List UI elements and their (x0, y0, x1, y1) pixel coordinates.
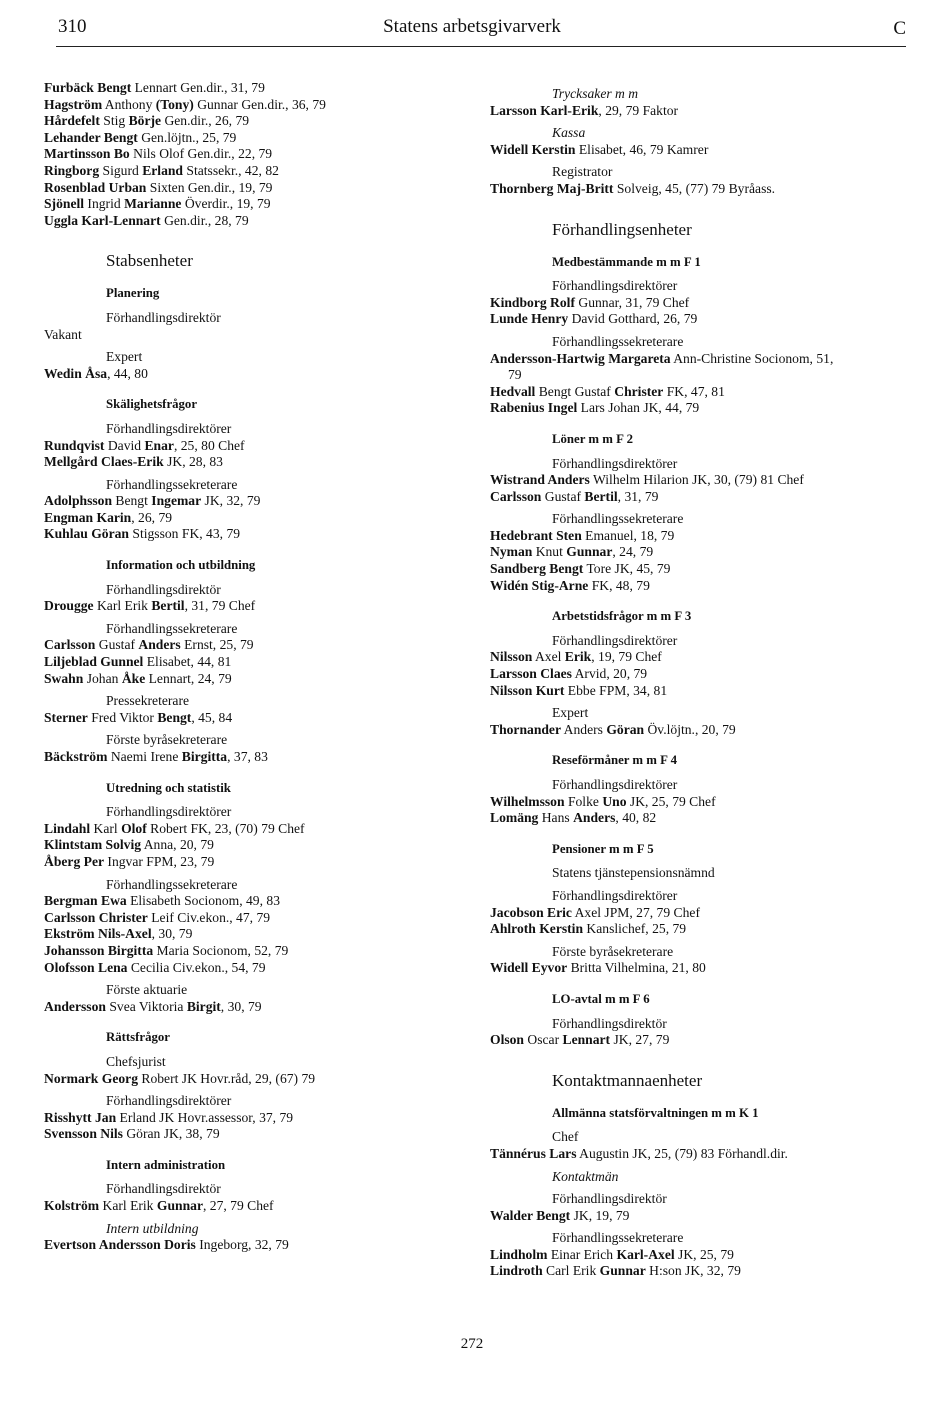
entry-name: Tännérus Lars (490, 1145, 577, 1161)
subsection-title: Trycksaker m m (552, 86, 639, 101)
entry-detail: Leif Civ.ekon., 47, 79 (147, 909, 271, 925)
entry-line (490, 683, 920, 700)
entry-name: Carlsson (44, 637, 96, 653)
entry-name: Olofsson Lena (44, 959, 128, 975)
entry-name: Wedin Åsa (44, 365, 108, 381)
entry-detail: Cecilia Civ.ekon., 54, 79 (127, 959, 266, 975)
section-heading: Medbestämmande m m F 1 (552, 254, 701, 269)
section-heading: Allmänna statsförvaltningen m m K 1 (552, 1105, 759, 1120)
entry-name: Sandberg Bengt (490, 561, 584, 577)
entry-name: Lomäng (490, 810, 539, 826)
entry-name: Jacobson Eric (490, 904, 572, 920)
section-heading: LO-avtal m m F 6 (552, 991, 650, 1006)
entry-detail: , 37, 83 (227, 749, 268, 764)
entry-name: Uggla Karl-Lennart (44, 212, 161, 228)
entry-detail: Ann-Christine Socionom, 51, (670, 350, 834, 366)
entry-detail: Johan (83, 670, 122, 686)
unit-heading: Förhandlingsenheter (552, 219, 692, 239)
entry-line (44, 1198, 464, 1215)
left-column (44, 80, 464, 1254)
role-title: Expert (552, 705, 589, 721)
entry-detail: Hans (538, 810, 574, 826)
entry-detail: David Gotthard, 26, 79 (568, 311, 698, 327)
entry-line (490, 905, 920, 922)
entry-detail: Knut (532, 544, 567, 560)
entry-name: Larsson Claes (490, 666, 572, 682)
entry-line (44, 454, 464, 471)
entry-line (44, 1071, 464, 1088)
entry-line (490, 921, 920, 938)
entry-name: Ekström Nils-Axel (44, 926, 152, 942)
entry-name: Evertson Andersson Doris (44, 1237, 196, 1253)
entry-detail: Maria Socionom, 52, 79 (153, 942, 289, 958)
role-title: Chef (552, 1129, 579, 1145)
role-title: Registrator (552, 164, 613, 180)
entry-detail: Elisabet, 46, 79 Kamrer (575, 141, 709, 157)
entry-line (490, 1208, 920, 1225)
entry-name-part: Marianne (124, 196, 182, 212)
entry-line (490, 181, 920, 198)
entry-line (44, 80, 464, 97)
role-title: Förhandlingsdirektörer (106, 1093, 232, 1109)
entry-name: Normark Georg (44, 1070, 138, 1086)
entry-name: Hedebrant Sten (490, 527, 582, 543)
entry-name: Sjönell (44, 196, 85, 212)
entry-line (44, 438, 464, 455)
entry-line (490, 561, 920, 578)
entry-detail: Lars Johan JK, 44, 79 (577, 400, 700, 416)
entry-detail: Oscar (524, 1032, 563, 1048)
entry-name: Widell Eyvor (490, 960, 568, 976)
entry-detail: JK, 28, 83 (163, 454, 223, 470)
section-heading: Rättsfrågor (106, 1030, 170, 1045)
role-title: Förhandlingsdirektörer (552, 632, 678, 648)
role-title: Förhandlingssekreterare (106, 476, 238, 492)
entry-name: Ahlroth Kerstin (490, 921, 584, 937)
entry-name: Swahn (44, 670, 84, 686)
subsection-title: Intern utbildning (106, 1220, 199, 1236)
entry-detail: , 26, 79 (131, 509, 173, 525)
entry-detail: Anna, 20, 79 (141, 837, 214, 853)
entry-name: Nilsson Kurt (490, 682, 565, 698)
entry-line (44, 999, 464, 1016)
entry-name: Sterner (44, 709, 88, 725)
entry-detail: , 19, 79 Chef (591, 649, 662, 665)
entry-line (44, 1126, 464, 1143)
entry-name: Bergman Ewa (44, 893, 127, 909)
unit-heading: Stabsenheter (106, 251, 193, 271)
entry-name-part: Börje (128, 113, 162, 129)
entry-detail: Nils Olof Gen.dir., 22, 79 (129, 146, 273, 162)
entry-name-part: Göran (606, 721, 645, 737)
section-heading: Utredning och statistik (106, 780, 231, 795)
entry-detail: Bengt Gustaf (535, 383, 615, 399)
role-title: Förhandlingsdirektörer (552, 777, 678, 792)
entry-line (44, 526, 464, 543)
entry-detail: H:son JK, 32, 79 (645, 1263, 741, 1279)
entry-detail: Karl Erik (99, 1198, 157, 1214)
entry-name: Kolström (44, 1198, 100, 1214)
entry-detail: , 27, 79 Chef (202, 1198, 274, 1214)
entry-detail: Gen.dir., 28, 79 (160, 212, 249, 228)
entry-detail: Stig (99, 113, 129, 129)
entry-detail: Tore JK, 45, 79 (583, 561, 671, 577)
entry-line (44, 1110, 464, 1127)
entry-detail: , 31, 79 (617, 488, 659, 504)
entry-name-part: (Tony) (155, 96, 194, 112)
entry-name: Johansson Birgitta (44, 942, 154, 958)
entry-detail: Svea Viktoria (105, 998, 187, 1014)
entry-line (490, 1263, 920, 1280)
entry-line (490, 351, 920, 368)
role-title: Förhandlingssekreterare (106, 620, 238, 636)
entry-line (44, 821, 464, 838)
entry-line (490, 400, 920, 417)
entry-name: Ringborg (44, 162, 100, 178)
role-title: Förhandlingsdirektör (106, 1181, 221, 1197)
entry-line (44, 1237, 464, 1254)
entry-detail: Robert FK, 23, (70) 79 Chef (146, 820, 305, 836)
entry-line (44, 837, 464, 854)
entry-name: Hagström (44, 96, 103, 112)
entry-line (44, 598, 464, 615)
entry-detail: , 45, 84 (191, 709, 233, 725)
footer-page-number: 272 (460, 1336, 484, 1352)
role-title: Förhandlingsdirektör (106, 309, 221, 325)
entry-detail: Einar Erich (547, 1246, 617, 1262)
entry-line (44, 493, 464, 510)
entry-name: Lindholm (490, 1246, 548, 1262)
entry-line (44, 926, 464, 943)
entry-detail: Erland JK Hovr.assessor, 37, 79 (116, 1109, 294, 1125)
entry-line (490, 1247, 920, 1264)
entry-name: Andersson-Hartwig Margareta (490, 350, 671, 366)
entry-detail: Bengt (112, 493, 152, 509)
entry-detail: Robert JK Hovr.råd, 29, (67) 79 (138, 1070, 316, 1086)
entry-detail: JK, 32, 79 (201, 493, 261, 509)
entry-detail: Lennart, 24, 79 (145, 670, 232, 686)
entry-detail: Augustin JK, 25, (79) 83 Förhandl.dir. (576, 1145, 788, 1161)
entry-name: Liljeblad Gunnel (44, 654, 144, 670)
entry-line (490, 142, 920, 159)
entry-line (490, 649, 920, 666)
entry-name: Lindahl (44, 820, 91, 836)
entry-name: Åberg Per (44, 853, 105, 869)
entry-line (44, 213, 464, 230)
entry-detail: Gen.dir., 26, 79 (161, 113, 250, 129)
entry-line (44, 749, 464, 766)
entry-name-part: Gunnar (156, 1198, 203, 1214)
entry-detail: Karl (90, 820, 122, 836)
entry-line (44, 196, 464, 213)
entry-name-part: Anders (573, 810, 616, 826)
entry-detail: Kanslichef, 25, 79 (583, 921, 687, 937)
entry-name: Kindborg Rolf (490, 294, 575, 310)
role-title: Förste aktuarie (106, 982, 188, 998)
entry-line (44, 163, 464, 180)
entry-line (44, 510, 464, 527)
section-heading: Arbetstidsfrågor m m F 3 (552, 609, 692, 624)
role-title: Förhandlingssekreterare (552, 333, 684, 349)
entry-detail: Gustaf (541, 488, 585, 504)
entry-name: Risshytt Jan (44, 1109, 117, 1125)
entry-detail: Ingeborg, 32, 79 (195, 1237, 289, 1253)
entry-detail: Axel (532, 649, 565, 665)
entry-line (44, 113, 464, 130)
entry-detail: Gunnar Gen.dir., 36, 79 (193, 96, 326, 112)
entry-name: Lindroth (490, 1263, 543, 1279)
entry-detail: Ingvar FPM, 23, 79 (104, 853, 215, 869)
entry-line (44, 710, 464, 727)
entry-line (44, 910, 464, 927)
entry-detail: Emanuel, 18, 79 (581, 527, 675, 543)
section-heading: Information och utbildning (106, 558, 256, 573)
entry-detail: Britta Vilhelmina, 21, 80 (567, 960, 706, 976)
entry-detail: Sigurd (99, 162, 143, 178)
entry-name-part: Birgitta (181, 749, 228, 764)
entry-detail: Gen.löjtn., 25, 79 (137, 129, 237, 145)
entry-detail: Folke (564, 793, 603, 809)
entry-name: Hårdefelt (44, 113, 100, 129)
entry-detail: Fred Viktor (87, 709, 158, 725)
section-heading: Skälighetsfrågor (106, 397, 197, 412)
entry-name: Rundqvist (44, 437, 105, 453)
entry-detail: , 25, 80 Chef (173, 437, 245, 453)
entry-detail: David (104, 437, 145, 453)
page-header (0, 14, 944, 54)
entry-name: Hedvall (490, 383, 536, 399)
entry-continuation: 79 (508, 367, 522, 383)
role-title: Förste byråsekreterare (106, 732, 228, 748)
entry-detail: JK, 19, 79 (570, 1207, 630, 1223)
entry-name-part: Olof (121, 820, 147, 836)
entry-detail: Ebbe FPM, 34, 81 (564, 682, 668, 698)
entry-name-part: Erik (564, 649, 592, 665)
entry-line (490, 960, 920, 977)
entry-detail: Öv.löjtn., 20, 79 (644, 721, 736, 737)
entry-name: Nyman (490, 544, 533, 560)
entry-detail: , 44, 80 (107, 365, 148, 381)
role-title: Förhandlingsdirektörer (552, 278, 678, 294)
entry-name-part: Birgit (186, 998, 221, 1014)
entry-name-part: Erland (142, 162, 183, 178)
entry-name: Lehander Bengt (44, 129, 138, 145)
entry-detail: Naemi Irene (107, 749, 182, 764)
entry-name: Rabenius Ingel (490, 400, 578, 416)
entry-line (490, 311, 920, 328)
entry-name-part: Gunnar (599, 1263, 646, 1279)
role-title: Förste byråsekreterare (552, 943, 674, 959)
entry-detail: Statssekr., 42, 82 (183, 162, 279, 178)
entry-line (44, 893, 464, 910)
entry-detail: , 31, 79 Chef (184, 598, 256, 614)
entry-line (490, 794, 920, 811)
entry-line (490, 1032, 920, 1049)
role-title: Förhandlingsdirektör (106, 581, 221, 597)
entry-name: Furbäck Bengt (44, 80, 132, 95)
subsection-title: Kassa (552, 125, 586, 141)
page-number: 310 (58, 16, 87, 37)
section-heading: Pensioner m m F 5 (552, 841, 654, 856)
entry-line (490, 295, 920, 312)
entry-name: Wilhelmsson (490, 793, 565, 809)
entry-line (490, 722, 920, 739)
entry-detail: Gustaf (95, 637, 139, 653)
entry-name-part: Enar (144, 437, 174, 453)
entry-detail: JK, 27, 79 (610, 1032, 670, 1048)
entry-line (44, 97, 464, 114)
entry-name-part: Lennart (562, 1032, 611, 1048)
role-title: Förhandlingssekreterare (552, 511, 684, 527)
entry-line (44, 637, 464, 654)
subsection-title: Kontaktmän (552, 1168, 619, 1184)
entry-line (44, 854, 464, 871)
entry-line (490, 666, 920, 683)
entry-line (490, 528, 920, 545)
entry-line (490, 810, 920, 827)
role-title: Förhandlingsdirektörer (552, 887, 678, 903)
entry-name-part: Bertil (584, 488, 618, 504)
entry-name: Carlsson Christer (44, 909, 148, 925)
role-title: Expert (106, 349, 143, 365)
plain-line: Vakant (44, 326, 82, 342)
entry-name-part: Bengt (157, 709, 192, 725)
entry-line (490, 544, 920, 561)
entry-detail: Axel JPM, 27, 79 Chef (571, 904, 700, 920)
entry-name: Lunde Henry (490, 311, 569, 327)
entry-detail: , 29, 79 Faktor (598, 102, 679, 118)
entry-name: Engman Karin (44, 509, 132, 525)
entry-detail: Ernst, 25, 79 (180, 637, 254, 653)
entry-name: Walder Bengt (490, 1207, 571, 1223)
entry-name: Widell Kerstin (490, 141, 576, 157)
role-title: Statens tjänstepensionsnämnd (552, 865, 715, 881)
entry-line (490, 578, 920, 595)
entry-name-part: Anders (138, 637, 181, 653)
role-title: Pressekreterare (106, 693, 190, 709)
section-heading: Planering (106, 286, 160, 301)
entry-name-part: Uno (602, 793, 627, 809)
entry-line (490, 489, 920, 506)
entry-detail: Karl Erik (93, 598, 152, 614)
entry-detail: Arvid, 20, 79 (571, 666, 648, 682)
entry-detail: Solveig, 45, (77) 79 Byråass. (613, 180, 776, 196)
section-heading: Intern administration (106, 1157, 226, 1172)
entry-name: Adolphsson (44, 493, 113, 509)
entry-detail: Gunnar, 31, 79 Chef (574, 294, 690, 310)
entry-line (44, 671, 464, 688)
entry-line (44, 943, 464, 960)
role-title: Förhandlingsdirektörer (106, 420, 232, 436)
entry-detail: , 30, 79 (220, 998, 262, 1014)
entry-detail: Göran JK, 38, 79 (122, 1126, 220, 1142)
entry-detail: Anders (561, 721, 607, 737)
entry-detail: , 24, 79 (612, 544, 654, 560)
entry-detail: Elisabet, 44, 81 (143, 654, 232, 670)
entry-name: Olson (490, 1032, 524, 1048)
entry-name-part: Gunnar (566, 544, 613, 560)
entry-name-part: Karl-Axel (616, 1246, 675, 1262)
entry-detail: Lennart Gen.dir., 31, 79 (131, 80, 265, 95)
section-heading: Reseförmåner m m F 4 (552, 753, 678, 768)
entry-detail: FK, 47, 81 (663, 383, 725, 399)
entry-detail: , 40, 82 (615, 810, 657, 826)
entry-name: Thornberg Maj-Britt (490, 180, 614, 196)
entry-name: Thornander (490, 721, 562, 737)
entry-name: Larsson Karl-Erik (490, 102, 599, 118)
page-title: Statens arbetsgivarverk (383, 16, 561, 37)
entry-name-part: Christer (614, 383, 664, 399)
entry-line (490, 384, 920, 401)
entry-detail: Carl Erik (542, 1263, 600, 1279)
section-heading: Löner m m F 2 (552, 431, 634, 446)
entry-line (490, 103, 920, 120)
right-column (490, 80, 920, 1280)
entry-line (490, 1146, 920, 1163)
entry-detail: Stigsson FK, 43, 79 (129, 526, 241, 542)
entry-line (44, 960, 464, 977)
unit-heading: Kontaktmannaenheter (552, 1070, 703, 1090)
role-title: Förhandlingsdirektörer (106, 804, 232, 820)
entry-detail: JK, 25, 79 Chef (626, 793, 716, 809)
entry-name-part: Bertil (151, 598, 185, 614)
entry-name: Widén Stig-Arne (490, 577, 589, 593)
entry-name: Nilsson (490, 649, 533, 665)
entry-line (44, 180, 464, 197)
entry-detail: Elisabeth Socionom, 49, 83 (126, 893, 280, 909)
entry-detail: Ingrid (84, 196, 125, 212)
entry-name: Rosenblad Urban (44, 179, 147, 195)
entry-line (44, 146, 464, 163)
entry-name: Mellgård Claes-Erik (44, 454, 164, 470)
entry-detail: Wilhelm Hilarion JK, 30, (79) 81 Chef (589, 472, 804, 488)
entry-line (44, 654, 464, 671)
entry-detail: Överdir., 19, 79 (181, 196, 271, 212)
role-title: Förhandlingssekreterare (106, 876, 238, 892)
entry-name: Andersson (44, 998, 106, 1014)
entry-detail: FK, 48, 79 (588, 577, 650, 593)
entry-name: Kuhlau Göran (44, 526, 129, 542)
entry-name-part: Åke (121, 670, 146, 686)
role-title: Chefsjurist (106, 1053, 166, 1069)
entry-name: Martinsson Bo (44, 146, 130, 162)
entry-name: Drougge (44, 598, 94, 614)
role-title: Förhandlingsdirektör (552, 1191, 667, 1207)
entry-line (44, 130, 464, 147)
edition-letter: C (893, 18, 906, 39)
entry-name: Svensson Nils (44, 1126, 123, 1142)
entry-name: Wistrand Anders (490, 472, 590, 488)
entry-detail: JK, 25, 79 (674, 1246, 734, 1262)
entry-detail: Anthony (102, 96, 156, 112)
entry-line (490, 472, 920, 489)
role-title: Förhandlingsdirektör (552, 1015, 667, 1031)
role-title: Förhandlingssekreterare (552, 1230, 684, 1246)
entry-name: Bäckström (44, 749, 108, 764)
entry-name: Carlsson (490, 488, 542, 504)
entry-name-part: Ingemar (151, 493, 202, 509)
entry-detail: , 30, 79 (151, 926, 193, 942)
role-title: Förhandlingsdirektörer (552, 455, 678, 471)
header-rule (56, 46, 906, 47)
entry-name: Klintstam Solvig (44, 837, 142, 853)
entry-detail: Sixten Gen.dir., 19, 79 (146, 179, 273, 195)
entry-line (44, 366, 464, 383)
